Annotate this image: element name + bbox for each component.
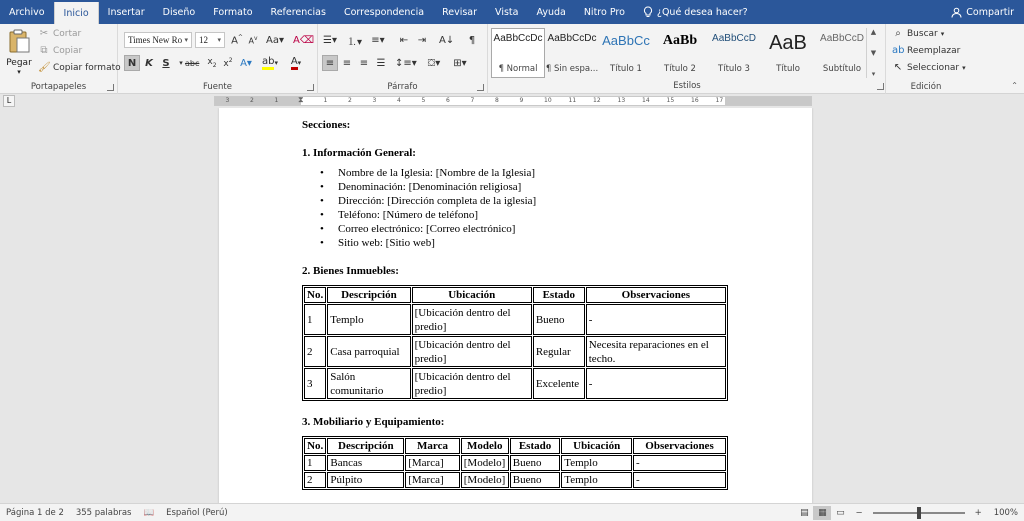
replace-button[interactable] [892, 45, 960, 57]
table-cell: [Ubicación dentro del predio] [412, 336, 532, 367]
table-cell: Casa parroquial [327, 336, 410, 367]
read-mode-icon: ▤ [800, 507, 809, 518]
pilcrow-icon: ¶ [468, 34, 476, 46]
styles-gallery-scroll[interactable] [866, 28, 880, 78]
style-name: ¶ Normal [498, 64, 538, 74]
list-item: • Dirección: [Dirección completa de la iglesia] [320, 194, 732, 208]
table-header: No. [304, 438, 326, 454]
ruler-area [0, 94, 1024, 108]
style-name: ¶ Sin espa... [545, 64, 599, 74]
underline-button[interactable] [158, 55, 174, 71]
cursor-icon: ↖ [893, 62, 903, 73]
clear-formatting-icon: A⌫ [293, 34, 314, 46]
align-right-icon: ≡ [359, 57, 369, 69]
tab-correspondencia[interactable]: Correspondencia [343, 6, 425, 18]
word-count[interactable]: 355 palabras [75, 507, 132, 518]
share-button[interactable] [941, 0, 1024, 24]
paste-label: Pegar [6, 58, 32, 68]
style-preview: AaBbCcDc [547, 33, 597, 44]
align-center-button[interactable] [339, 55, 355, 71]
read-mode-button[interactable] [795, 506, 813, 520]
proofing-status[interactable] [138, 508, 161, 518]
style-preview: AaBbCcDc [493, 33, 543, 44]
font-color-button[interactable] [288, 55, 304, 71]
tell-me-text: ¿Qué desea hacer? [656, 6, 748, 18]
shrink-font-icon: $A^v$ [248, 34, 258, 46]
cut-label: Cortar [53, 29, 82, 39]
borders-icon: ⊞▾ [453, 57, 467, 69]
style-name: Título 1 [610, 64, 642, 74]
table-row [304, 336, 726, 367]
editing-group-label: Edición [910, 82, 942, 92]
ribbon [0, 24, 1024, 94]
print-layout-button[interactable] [813, 506, 831, 520]
table-header-row [304, 438, 726, 454]
paint-bucket-icon: ⛋▾ [427, 57, 441, 69]
font-name-value: Times New Ro [128, 35, 183, 45]
replace-icon: ab [892, 45, 905, 56]
web-layout-button[interactable] [831, 506, 849, 520]
document-area[interactable] [0, 108, 1024, 503]
decrease-indent-icon: ⇤ [399, 34, 409, 46]
increase-indent-icon: ⇥ [417, 34, 427, 46]
style-title[interactable] [761, 28, 815, 78]
collapse-ribbon-icon[interactable]: ⌃ [1011, 81, 1018, 90]
align-right-button[interactable] [356, 55, 372, 71]
bold-icon: N [127, 57, 137, 69]
styles-group-label: Estilos [673, 81, 701, 91]
table-cell: Bueno [533, 304, 585, 335]
table-cell: Bueno [510, 472, 561, 488]
superscript-icon: $x^2$ [223, 57, 233, 69]
language-status[interactable]: Español (Perú) [166, 507, 228, 518]
bold-button[interactable] [124, 55, 140, 71]
table-header: No. [304, 287, 326, 303]
table-cell: 3 [304, 368, 326, 399]
ruler-tick-label: 11 [568, 97, 577, 104]
strikethrough-button[interactable] [184, 55, 200, 71]
table-header: Observaciones [633, 438, 726, 454]
font-size-combo[interactable] [195, 32, 225, 48]
lightbulb-icon [643, 6, 653, 18]
ruler-tick-label: 1 [323, 97, 328, 104]
grow-font-icon: A^ [231, 33, 243, 47]
font-size-value: 12 [199, 35, 208, 45]
style-preview: AaB [769, 33, 807, 53]
table-cell: Salón comunitario [327, 368, 410, 399]
table-cell: 1 [304, 304, 326, 335]
ruler-tick-label: 16 [691, 97, 699, 104]
group-editing [886, 24, 966, 94]
list-item: • Sitio web: [Sitio web] [320, 236, 732, 250]
superscript-button[interactable] [220, 55, 236, 71]
table-cell: Necesita reparaciones en el techo. [586, 336, 726, 367]
tab-revisar[interactable]: Revisar [442, 6, 478, 18]
style-heading-2[interactable] [653, 28, 707, 78]
chevron-down-icon: ▾ [297, 59, 302, 67]
table-cell: [Marca] [405, 455, 460, 471]
italic-button[interactable] [141, 55, 157, 71]
ruler-right-margin [725, 97, 811, 105]
table-row [304, 472, 726, 488]
style-subtitle[interactable] [815, 28, 869, 78]
align-left-button[interactable] [322, 55, 338, 71]
decrease-indent-button[interactable] [396, 32, 412, 48]
subscript-icon: $x_2$ [207, 57, 217, 69]
shrink-font-button[interactable] [245, 32, 261, 48]
clipboard-icon [7, 28, 31, 54]
share-label: Compartir [966, 6, 1014, 18]
table-cell: Templo [561, 455, 632, 471]
more-icon[interactable]: ▾ [871, 70, 876, 78]
ribbon-tab-bar [0, 0, 1024, 24]
chevron-down-icon[interactable]: ▼ [870, 49, 877, 57]
ruler-tick-label: 2 [348, 97, 352, 104]
styles-launcher-icon[interactable] [877, 83, 884, 90]
zoom-out-button[interactable] [849, 508, 868, 518]
section-3-heading: 3. Mobiliario y Equipamiento: [302, 416, 445, 428]
style-heading-3[interactable] [707, 28, 761, 78]
group-font [118, 24, 318, 94]
style-normal[interactable] [491, 28, 545, 78]
numbered-list-icon: ⒈▾ [347, 36, 363, 48]
search-icon: ⌕ [895, 28, 901, 39]
table-cell: 2 [304, 336, 326, 367]
ruler-tick-label: 9 [519, 97, 524, 104]
format-painter-label: Copiar formato [53, 63, 121, 73]
tell-me-box[interactable] [634, 0, 757, 24]
tab-referencias[interactable]: Referencias [270, 6, 326, 18]
chevron-down-icon: ▾ [217, 36, 221, 44]
section-2-heading: 2. Bienes Inmuebles: [302, 265, 399, 277]
style-name: Título 3 [718, 64, 750, 74]
group-paragraph [318, 24, 488, 94]
table-cell: Regular [533, 336, 585, 367]
ruler-tick-label: 5 [421, 97, 426, 104]
document-page[interactable] [219, 108, 812, 503]
tab-vista[interactable]: Vista [495, 6, 519, 18]
chevron-down-icon: ▾ [17, 68, 21, 76]
tab-insertar[interactable]: Insertar [107, 6, 145, 18]
copy-button[interactable] [38, 45, 82, 57]
chevron-up-icon[interactable]: ▲ [870, 28, 877, 36]
ruler-tick-label: 1 [274, 97, 279, 104]
ruler-tick-label: 6 [446, 97, 450, 104]
change-case-icon: Aa▾ [266, 34, 284, 46]
group-clipboard [0, 24, 121, 94]
select-label: Seleccionar [907, 63, 960, 73]
copy-label: Copiar [53, 46, 83, 56]
align-center-icon: ≡ [342, 57, 352, 69]
table-cell: Excelente [533, 368, 585, 399]
furniture-table [302, 436, 728, 490]
style-name: Título 2 [664, 64, 696, 74]
list-item: • Correo electrónico: [Correo electrónico] [320, 222, 732, 236]
ruler-tick-label: 17 [715, 97, 724, 104]
ruler-tick-label: 10 [544, 97, 552, 104]
align-left-icon: ≡ [325, 57, 335, 69]
table-cell: Templo [327, 304, 410, 335]
shading-button[interactable] [426, 55, 442, 71]
table-header: Estado [533, 287, 585, 303]
zoom-slider-thumb[interactable] [917, 507, 921, 519]
table-cell: [Ubicación dentro del predio] [412, 304, 532, 335]
bullet-list-icon: ☰▾ [323, 34, 337, 46]
sort-icon: A↓ [439, 34, 455, 46]
font-color-icon: A [291, 57, 298, 70]
font-launcher-icon[interactable] [307, 84, 314, 91]
ruler-tick-label: 4 [397, 97, 401, 104]
sections-heading: Secciones: [302, 119, 351, 131]
borders-button[interactable] [452, 55, 468, 71]
table-cell: [Modelo] [461, 472, 509, 488]
status-bar [0, 503, 1024, 521]
document-content[interactable] [302, 118, 732, 490]
line-spacing-icon: ↕≡▾ [395, 57, 417, 69]
table-header: Descripción [327, 438, 404, 454]
chevron-down-icon: ▾ [179, 59, 183, 67]
minus-icon: − [855, 507, 863, 518]
tab-inicio[interactable]: Inicio [54, 2, 99, 24]
table-header: Marca [405, 438, 460, 454]
style-heading-1[interactable] [599, 28, 653, 78]
style-no-spacing[interactable] [545, 28, 599, 78]
sort-button[interactable] [438, 32, 455, 48]
multilevel-list-button[interactable] [370, 32, 386, 48]
table-header: Descripción [327, 287, 410, 303]
table-row [304, 455, 726, 471]
scissors-icon: ✂ [39, 28, 49, 39]
zoom-level[interactable]: 100% [993, 507, 1018, 518]
ruler-tick-label: 3 [225, 97, 230, 104]
ruler-tick-label: 8 [495, 97, 499, 104]
format-painter-button[interactable] [38, 62, 121, 74]
ruler-tick-label: 7 [470, 97, 475, 104]
cut-button[interactable] [38, 28, 81, 40]
table-cell: - [586, 304, 726, 335]
numbering-button[interactable] [346, 32, 363, 48]
web-layout-icon: ▭ [836, 507, 845, 518]
page-count[interactable]: Página 1 de 2 [6, 507, 64, 518]
chevron-down-icon: ▾ [184, 36, 188, 44]
style-preview: AaBbCc [602, 33, 650, 48]
style-name: Subtítulo [822, 64, 862, 74]
table-header: Modelo [461, 438, 509, 454]
replace-label: Reemplazar [907, 46, 961, 56]
person-icon [951, 7, 962, 18]
line-spacing-button[interactable] [394, 55, 418, 71]
select-button[interactable] [892, 62, 966, 74]
paragraph-group-label: Párrafo [387, 82, 418, 92]
list-item: • Nombre de la Iglesia: [Nombre de la Iglesia] [320, 166, 732, 180]
table-cell: Bancas [327, 455, 404, 471]
font-name-combo[interactable] [124, 32, 192, 48]
real-estate-table [302, 285, 728, 401]
italic-icon: K [145, 57, 153, 69]
style-preview: AaBbCcD [712, 33, 756, 44]
table-cell: [Marca] [405, 472, 460, 488]
find-button[interactable] [892, 28, 944, 40]
find-label: Buscar [907, 29, 938, 39]
table-header: Observaciones [586, 287, 726, 303]
chevron-down-icon: ▾ [962, 64, 966, 72]
table-cell: Bueno [510, 455, 561, 471]
list-item: • Teléfono: [Número de teléfono] [320, 208, 732, 222]
style-preview: AaBb [662, 33, 698, 48]
highlight-button[interactable] [261, 55, 279, 71]
section-1-heading: 1. Información General: [302, 147, 416, 159]
table-header: Ubicación [561, 438, 632, 454]
ruler-tick-label: 15 [666, 97, 675, 104]
table-row [304, 368, 726, 399]
justify-button[interactable] [373, 55, 389, 71]
ruler-tick-label: 14 [642, 97, 650, 104]
style-preview: AaBbCcD [820, 33, 864, 44]
plus-icon: + [974, 507, 982, 518]
highlighter-icon: ab [262, 57, 274, 70]
justify-icon: ☰ [376, 57, 386, 69]
underline-icon: S [162, 57, 170, 69]
grow-font-button[interactable] [229, 32, 245, 48]
table-cell: - [633, 472, 726, 488]
tab-formato[interactable]: Formato [213, 6, 253, 18]
table-header: Estado [510, 438, 561, 454]
clear-formatting-button[interactable] [292, 32, 315, 48]
clipboard-launcher-icon[interactable] [107, 84, 114, 91]
indent-marker-icon[interactable]: ⧗ [298, 95, 304, 104]
increase-indent-button[interactable] [414, 32, 430, 48]
table-cell: - [633, 455, 726, 471]
table-cell: [Modelo] [461, 455, 509, 471]
table-cell: - [586, 368, 726, 399]
tab-nitro-pro[interactable]: Nitro Pro [583, 6, 625, 18]
paste-button[interactable] [4, 28, 34, 76]
ruler-tick-label: 12 [593, 97, 601, 104]
tab-ayuda[interactable]: Ayuda [536, 6, 566, 18]
subscript-button[interactable] [204, 55, 220, 71]
clipboard-group-label: Portapapeles [30, 82, 87, 92]
print-layout-icon: ▦ [818, 507, 827, 518]
tab-spacer [757, 0, 942, 24]
tab-selector-icon[interactable]: L [3, 95, 15, 107]
table-header: Ubicación [412, 287, 532, 303]
ruler-tick-label: 3 [372, 97, 377, 104]
horizontal-ruler[interactable] [214, 96, 812, 106]
book-check-icon: 📖 [143, 507, 155, 518]
zoom-in-button[interactable] [969, 508, 988, 518]
table-row [304, 304, 726, 335]
chevron-down-icon: ▾ [940, 30, 945, 38]
table-cell: [Ubicación dentro del predio] [412, 368, 532, 399]
table-cell: 1 [304, 455, 326, 471]
table-cell: Púlpito [327, 472, 404, 488]
tab-diseno[interactable]: Diseño [162, 6, 196, 18]
ruler-tick-label: 2 [250, 97, 254, 104]
text-effects-icon: A▾ [240, 57, 252, 69]
copy-icon: ⧉ [40, 45, 48, 56]
font-group-label: Fuente [203, 82, 232, 92]
strikethrough-icon: abc [185, 58, 200, 68]
show-marks-button[interactable] [464, 32, 480, 48]
change-case-button[interactable] [265, 32, 285, 48]
style-name: Título [776, 64, 800, 74]
paragraph-launcher-icon[interactable] [477, 84, 484, 91]
brush-icon: 🖌 [38, 62, 51, 73]
chevron-down-icon: ▾ [274, 59, 278, 67]
table-header-row [304, 287, 726, 303]
bullets-button[interactable] [322, 32, 338, 48]
table-cell: 2 [304, 472, 326, 488]
tab-archivo[interactable]: Archivo [9, 6, 45, 18]
zoom-slider[interactable] [873, 512, 965, 514]
general-info-list [302, 166, 732, 250]
list-item: • Denominación: [Denominación religiosa] [320, 180, 732, 194]
text-effects-button[interactable] [238, 55, 254, 71]
ruler-tick-label: 13 [617, 97, 626, 104]
table-cell: Templo [561, 472, 632, 488]
multilevel-list-icon: ≡▾ [371, 34, 385, 46]
